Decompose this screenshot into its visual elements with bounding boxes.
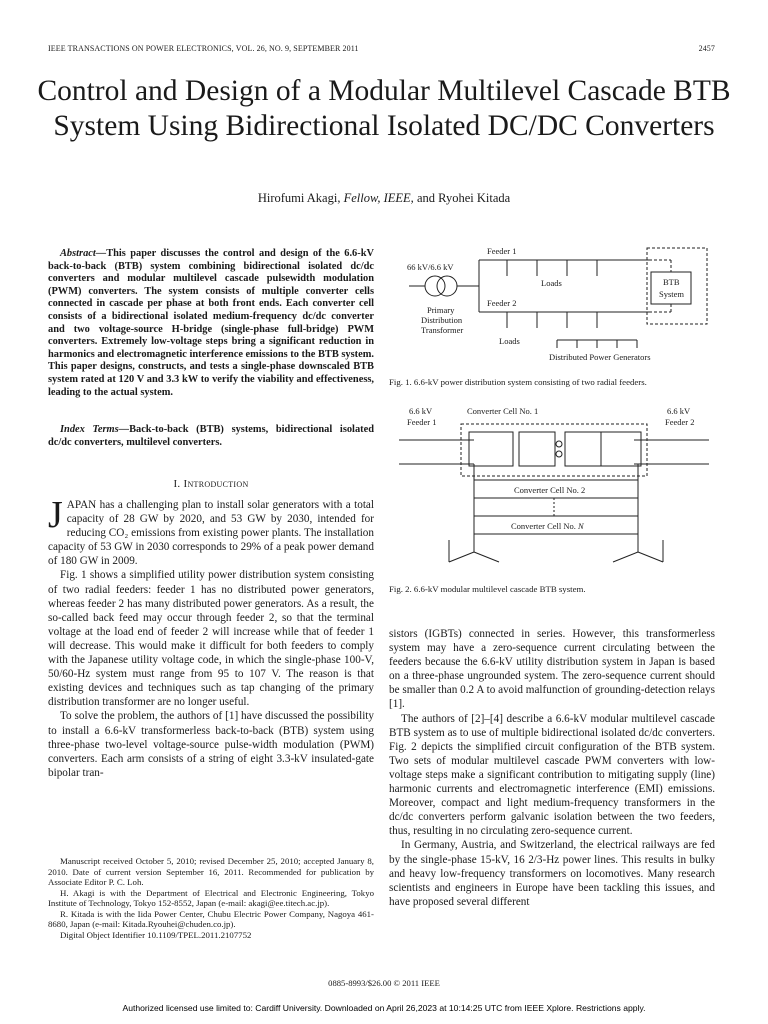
fig1-dpg-label: Distributed Power Generators	[549, 352, 651, 362]
figure-2-diagram	[389, 402, 719, 572]
intro-paragraph-3: To solve the problem, the authors of [1] have discussed the possibility to install a 6.6-kV transformerless back-to-back (BTB) system using three-phase two-level voltage-source pulse-width modulation (PWM) converters. Each arm consists of a string of eight 3.3-kV insulated-gate bipolar tran-	[48, 710, 374, 779]
fig1-voltage-label: 66 kV/6.6 kV	[407, 262, 454, 272]
footnote-manuscript: Manuscript received October 5, 2010; revised December 25, 2010; accepted January 8, 2010. Date of current version September 16, 2011. Recommended for publication by Associate Editor P. C. Loh.	[48, 856, 374, 887]
section-title: Introduction	[183, 478, 249, 490]
abstract	[48, 248, 374, 399]
license-notice: Authorized licensed use limited to: Cardiff University. Downloaded on April 26,2023 at 10:14:25 UTC from IEEE Xplore. Restrictions apply.	[122, 1003, 646, 1013]
fig2-cell-n-prefix: Converter Cell No.	[511, 521, 579, 531]
fig1-feeder1-label: Feeder 1	[487, 246, 517, 256]
fig2-left-kv: 6.6 kV	[409, 406, 433, 416]
page-number: 2457	[698, 44, 715, 53]
footnote-akagi: H. Akagi is with the Department of Electrical and Electronic Engineering, Tokyo Institute of Technology, Tokyo 152-8552, Japan (e-mail: akagi@ee.titech.ac.jp).	[48, 887, 374, 908]
fig1-btb-label-2: System	[659, 289, 685, 299]
fig2-right-kv: 6.6 kV	[667, 406, 691, 416]
fig2-cell-n-var: N	[578, 521, 584, 531]
fig2-right-feeder: Feeder 2	[665, 417, 695, 427]
intro-paragraph-1-text: APAN has a challenging plan to install solar generators with a total capacity of 28 GW by 2020, and 53 GW by 2030, intended for reducing CO₂ emissions from existing power plants. The installation capacity of 53 GW in 2030 corresponds to 29% of a peak power demand of 180 GW in 2009.	[48, 499, 374, 568]
fig1-feeder2-label: Feeder 2	[487, 298, 517, 308]
figure-1-diagram	[389, 240, 719, 370]
author-1: Hirofumi Akagi,	[257, 191, 341, 205]
index-terms-text: Back-to-back (BTB) systems, bidirectional isolated dc/dc converters, multilevel converters.	[48, 424, 374, 448]
fig2-left-feeder: Feeder 1	[407, 417, 437, 427]
fig1-loads-1: Loads	[541, 278, 562, 288]
author-1-grade: Fellow, IEEE,	[343, 191, 414, 205]
fig1-primary-2: Distribution	[421, 315, 463, 325]
paper-title: Control and Design of a Modular Multilevel Cascade BTB System Using Bidirectional Isolated DC/DC Converters	[37, 75, 731, 142]
fig2-cell-n-label	[511, 521, 585, 531]
fig1-btb-label-1: BTB	[663, 277, 680, 287]
section-heading	[48, 478, 374, 490]
issn-copyright: 0885-8993/$26.00 © 2011 IEEE	[328, 978, 440, 988]
left-column-body	[48, 494, 374, 780]
fig2-cell-1-label: Converter Cell No. 1	[467, 406, 539, 416]
fig2-cell-2-label: Converter Cell No. 2	[514, 485, 586, 495]
figure-1-caption: Fig. 1. 6.6-kV power distribution system consisting of two radial feeders.	[389, 377, 647, 387]
fig1-primary-3: Transformer	[421, 325, 464, 335]
abstract-label: Abstract—	[60, 248, 107, 259]
fig1-loads-2: Loads	[499, 336, 520, 346]
author-2: and Ryohei Kitada	[416, 191, 511, 205]
figure-2-caption: Fig. 2. 6.6-kV modular multilevel cascade BTB system.	[389, 584, 586, 594]
fig1-primary-1: Primary	[427, 305, 455, 315]
intro-paragraph-1	[48, 494, 374, 568]
footnote-kitada: R. Kitada is with the Iida Power Center, Chubu Electric Power Company, Nagoya 461-8680, Japan (e-mail: Kitada.Ryouhei@chuden.co.jp).	[48, 908, 374, 929]
running-header: IEEE TRANSACTIONS ON POWER ELECTRONICS, VOL. 26, NO. 9, SEPTEMBER 2011	[48, 44, 359, 53]
right-paragraph-1: sistors (IGBTs) connected in series. However, this transformerless system may have a zero-sequence current circulating between the feeders because the 6.6-kV utility distribution system in Japan is based on a three-phase ungrounded system. The zero-sequence current should be smaller than 0.2 A to avoid malfunction of grounding-detection relays [1].	[389, 628, 715, 711]
author-line	[0, 191, 768, 206]
footnote-doi: Digital Object Identifier 10.1109/TPEL.2011.2107752	[60, 929, 252, 940]
index-terms	[48, 424, 374, 449]
drop-cap: J	[48, 494, 63, 536]
intro-paragraph-2: Fig. 1 shows a simplified utility power distribution system consisting of two radial feeders: feeder 1 has no distributed power generators, whereas feeder 2 has many distributed power generators. As a result, the so-called back feed may occur through feeder 2, so that the terminal voltage at the load end of feeder 2 will increase while that of feeder 1 will decrease. This would make it difficult for both feeders to comply with the Japanese utility voltage code, in which the single-phase 100-V, 50/60-Hz system must range from 95 to 107 V. The reason is that existing devices and techniques such as tap changing of the primary distribution transformer are no longer useful.	[48, 569, 374, 709]
footnotes	[48, 856, 374, 940]
right-paragraph-2: The authors of [2]–[4] describe a 6.6-kV modular multilevel cascade BTB system as to use of multiple bidirectional isolated dc/dc converters. Fig. 2 depicts the simplified circuit configuration of the BTB system. Two sets of modular multilevel cascade PWM converters with low-voltage steps make a significant contribution to mitigating supply (line) harmonic currents and electromagnetic interference (EMI) emissions. Moreover, compact and light medium-frequency transformers in the dc/dc converters perform galvanic isolation between the two feeders, thus, resulting in no circulating zero-sequence current.	[389, 712, 715, 838]
right-column-body	[389, 627, 715, 909]
section-number: I.	[173, 478, 181, 490]
right-paragraph-3: In Germany, Austria, and Switzerland, the electrical railways are fed by the single-phase 15-kV, 16 2/3-Hz power lines. This results in bulky and heavy low-frequency transformers on locomotives. Many research scientists and engineers in Europe have been tackling this issues, and have proposed several different	[389, 839, 715, 908]
index-terms-label: Index Terms—	[60, 424, 130, 435]
abstract-text: This paper discusses the control and design of the 6.6-kV back-to-back (BTB) system combining bidirectional isolated dc/dc converters and modular multilevel cascade pulsewidth modulation (PWM) converters. The system consists of multiple converter cells connected in cascade per phase at both front ends. Each converter cell consists of a bidirectional isolated medium-frequency dc/dc converter and two voltage-source H-bridge (single-phase full-bridge) PWM converters. Extremely low-voltage steps bring a significant reduction in harmonics and electromagnetic interference emissions to the BTB system. This paper designs, constructs, and tests a single-phase downscaled BTB system rated at 120 V and 3.3 kW to verify the viability and effectiveness, leading to the actual system.	[48, 248, 375, 398]
